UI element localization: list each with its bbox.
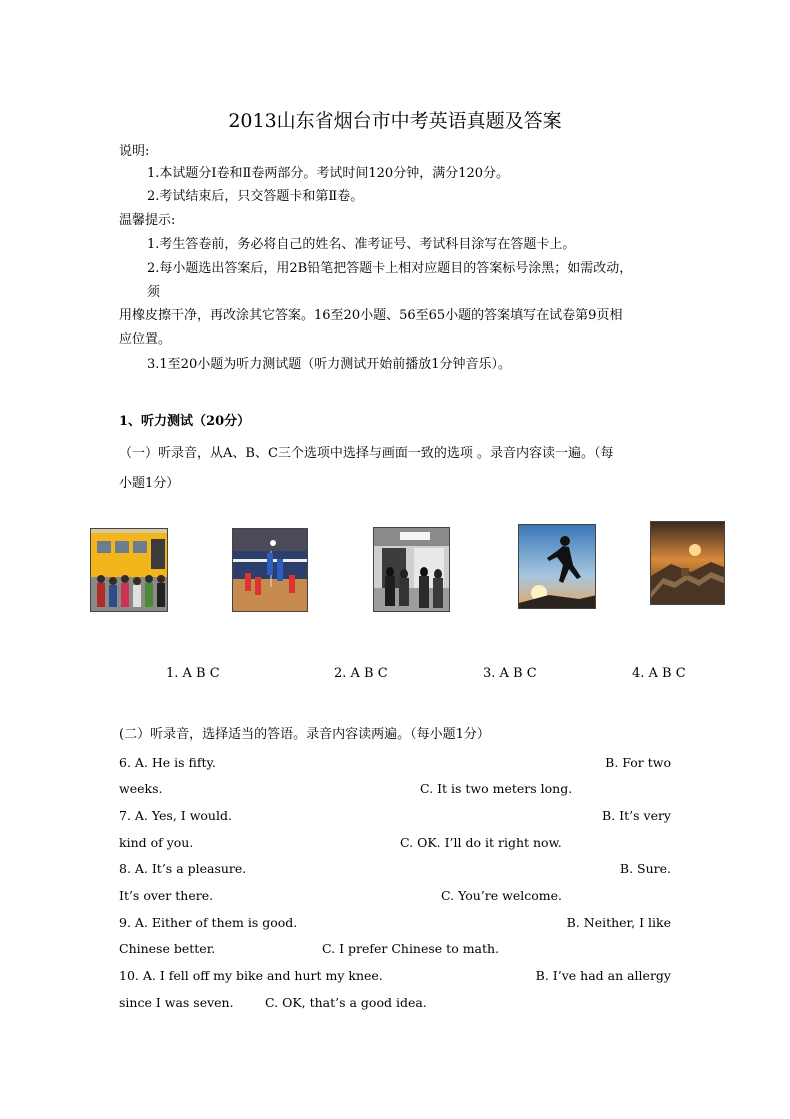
section1-heading: 1、听力测试（20分） — [119, 414, 251, 429]
q6-option-b-cont: weeks. — [119, 781, 163, 796]
image-label-3: 3. A B C — [483, 666, 537, 681]
tips-item-2c: 用橡皮擦干净，再改涂其它答案。16至20小题、56至65小题的答案填写在试卷第9页相 — [119, 308, 623, 323]
question-8-line1 — [119, 861, 671, 876]
notes-item-2: 2.考试结束后，只交答题卡和第Ⅱ卷。 — [147, 189, 364, 204]
section1-part1-line2: 小题1分） — [119, 476, 180, 491]
tips-item-2d: 应位置。 — [119, 332, 172, 347]
question-10-line1 — [119, 968, 671, 983]
q7-option-a: 7. A. Yes, I would. — [119, 808, 232, 823]
q8-option-c: C. You’re welcome. — [441, 888, 562, 903]
q10-option-a: 10. A. I fell off my bike and hurt my knee. — [119, 968, 383, 983]
q10-option-b: B. I’ve had an allergy — [535, 968, 671, 983]
runner-silhouette-photo — [518, 524, 596, 609]
school-bus-photo — [90, 528, 168, 612]
tips-heading: 温馨提示: — [119, 213, 176, 228]
q10-option-c: C. OK, that’s a good idea. — [265, 995, 427, 1010]
tips-item-2b: 须 — [147, 285, 161, 300]
image-label-2: 2. A B C — [334, 666, 388, 681]
great-wall-photo — [650, 521, 725, 605]
image-label-1: 1. A B C — [166, 666, 220, 681]
q6-option-c: C. It is two meters long. — [420, 781, 573, 796]
tips-item-3: 3.1至20小题为听力测试题（听力测试开始前播放1分钟音乐）。 — [147, 357, 511, 372]
notes-item-1: 1.本试题分Ⅰ卷和Ⅱ卷两部分。考试时间120分钟，满分120分。 — [147, 166, 510, 181]
q9-option-b-cont: Chinese better. — [119, 941, 216, 956]
section1-part2: (二）听录音，选择适当的答语。录音内容读两遍。（每小题1分） — [119, 727, 490, 742]
tips-item-2a: 2.每小题选出答案后，用2B铅笔把答题卡上相对应题目的答案标号涂黑；如需改动， — [147, 261, 633, 276]
notes-heading: 说明: — [119, 144, 150, 159]
question-9-line1 — [119, 915, 671, 930]
volleyball-photo — [232, 528, 308, 612]
page-title: 2013山东省烟台市中考英语真题及答案 — [228, 110, 562, 132]
question-7-line1 — [119, 808, 671, 823]
q6-option-a: 6. A. He is fifty. — [119, 755, 216, 770]
q9-option-a: 9. A. Either of them is good. — [119, 915, 298, 930]
question-6-line1 — [119, 755, 671, 770]
q8-option-a: 8. A. It’s a pleasure. — [119, 861, 247, 876]
shop-queue-photo — [373, 527, 450, 612]
q9-option-b: B. Neither, I like — [566, 915, 671, 930]
q7-option-c: C. OK. I’ll do it right now. — [400, 835, 562, 850]
q9-option-c: C. I prefer Chinese to math. — [322, 941, 500, 956]
q6-option-b: B. For two — [605, 755, 671, 770]
q8-option-b: B. Sure. — [619, 861, 671, 876]
section1-part1-line1: （一）听录音，从A、B、C三个选项中选择与画面一致的选项 。录音内容读一遍。（每 — [119, 446, 614, 461]
q10-option-b-cont: since I was seven. — [119, 995, 234, 1010]
q7-option-b: B. It’s very — [602, 808, 671, 823]
q8-option-b-cont: It’s over there. — [119, 888, 214, 903]
tips-item-1: 1.考生答卷前，务必将自己的姓名、准考证号、考试科目涂写在答题卡上。 — [147, 237, 576, 252]
image-label-4: 4. A B C — [632, 666, 686, 681]
q7-option-b-cont: kind of you. — [119, 835, 194, 850]
